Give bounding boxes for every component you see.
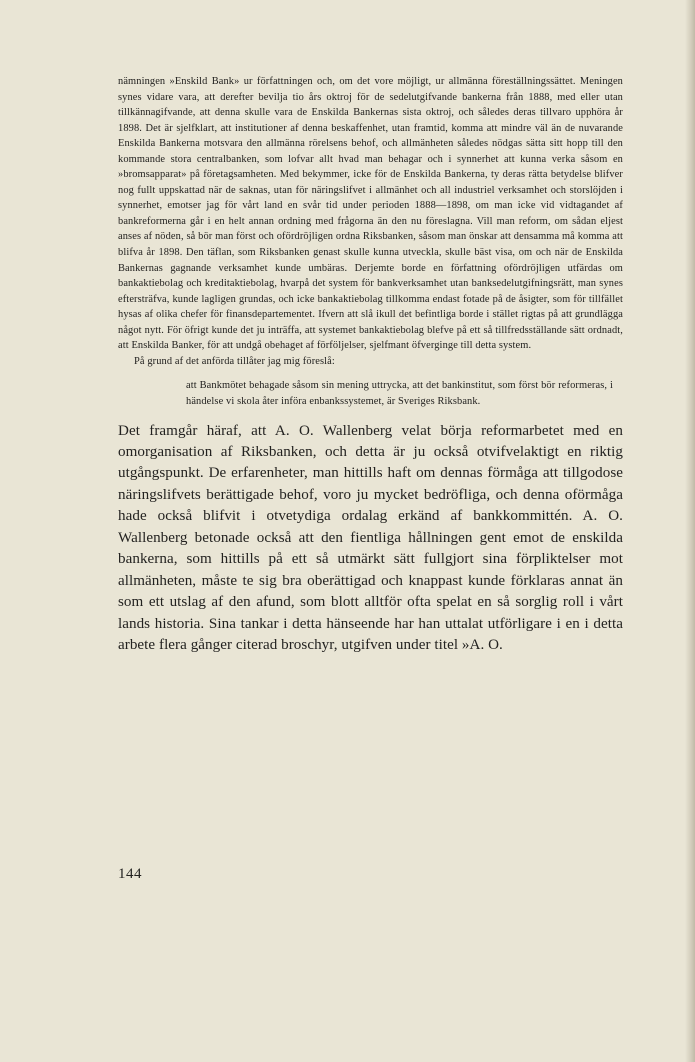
quoted-letter-paragraph: nämningen »Enskild Bank» ur författningen och, om det vore möjligt, ur allmänna föreställningssättet. Meningen synes vidare vara, att derefter bevilja tio års oktroj för de sedelutgifvande bankerna från 1888, med eller utan tillkännagifvande, att denna skulle vara de Enskilda Bankernas sista oktroj, och således deras tillvaro upphöra år 1898. Det är sjelfklart, att institutioner af denna beskaffenhet, utan framtid, komma att mindre väl än de nuvarande Enskilda Bankerna motsvara den allmänna rörelsens behof, och allmänheten således nödgas sätta sitt hopp till den kommande stora centralbanken, som lofvar allt hvad man behagar och i synnerhet att kunna verka såsom en »bromsapparat» på företagsamheten. Med bekymmer, icke för de Enskilda Bankerna, ty deras rätta betydelse blifver nog fullt uppskattad när de saknas, utan för näringslifvet i allmänhet och all industriel verksamhet och storslöjden i synnerhet, emotser jag för vårt land en svår tid under perioden 1888—1898, om man icke vid vidtagandet af bankreformerna går i en helt annan ordning med frågorna än den nu föreslagna. Vill man reform, om sådan eljest anses af nöden, så bör man först och ofördröjligen ordna Riksbanken, såsom man önskar att densamma må komma att blifva år 1898. Den täflan, som Riksbanken genast skulle kunna utveckla, skulle bäst visa, om och när de Enskilda Bankernas gagnande verksamhet kunde umbäras. Derjemte borde en författning ofördröjligen utfärdas om bankaktiebolag och kreditaktiebolag, hvarpå det system för bankverksamhet utan banksedelutgifningsrätt, man synes eftersträfva, kunde lagligen grundas, och icke bankaktiebolag tillkomma endast fotade på de åsigter, som för tillfället hysas af olika chefer för finansdepartementet. Ifvern att slå ikull det befintliga borde i stället rigtas på att grundlägga något nytt. För öfrigt kunde det ju inträffa, att systemet bankaktiebolag blefve på ett så tillfredsställande sätt ordnadt, att Enskilda Banker, för att undgå obehaget af förföljelser, sjelfmant öfverginge till detta system. — [118, 76, 623, 352]
proposal-quote: att Bankmötet behagade såsom sin mening uttrycka, att det bankinstitut, som först bör reformeras, i händelse vi skola åter införa enbankssystemet, är Sveriges Riksbank. — [186, 380, 613, 407]
body-paragraph: Det framgår häraf, att A. O. Wallenberg velat börja reformarbetet med en omorganisation af Riksbanken, och detta är ju också otvifvelaktigt en riktig utgångspunkt. De erfarenheter, man hittills haft om dennas förmåga att tillgodose näringslifvets berättigade behof, voro ju mycket bedröfliga, och denna oförmåga hade också blifvit i otvetydiga ordalag erkänd af bankkommittén. A. O. Wallenberg betonade också att den fientliga hållningen gent emot de enskilda bankerna, som hittills på ett så utmärkt sätt fullgjort sina förpliktelser mot allmänheten, måste te sig bra oberättigad och knappast kunde förklaras annat än som ett utslag af den afund, som blott alltför ofta spelat en så sorglig roll i vårt lands historia. Sina tankar i detta hänseende har han uttalat utförligare i en i detta arbete flera gånger citerad broschyr, utgifven under titel »A. O. — [118, 422, 623, 654]
proposal-intro: På grund af det anförda tillåter jag mig föreslå: — [134, 355, 335, 367]
page-edge-shadow — [685, 0, 695, 1062]
page-number: 144 — [118, 866, 142, 882]
text-block — [118, 74, 623, 657]
